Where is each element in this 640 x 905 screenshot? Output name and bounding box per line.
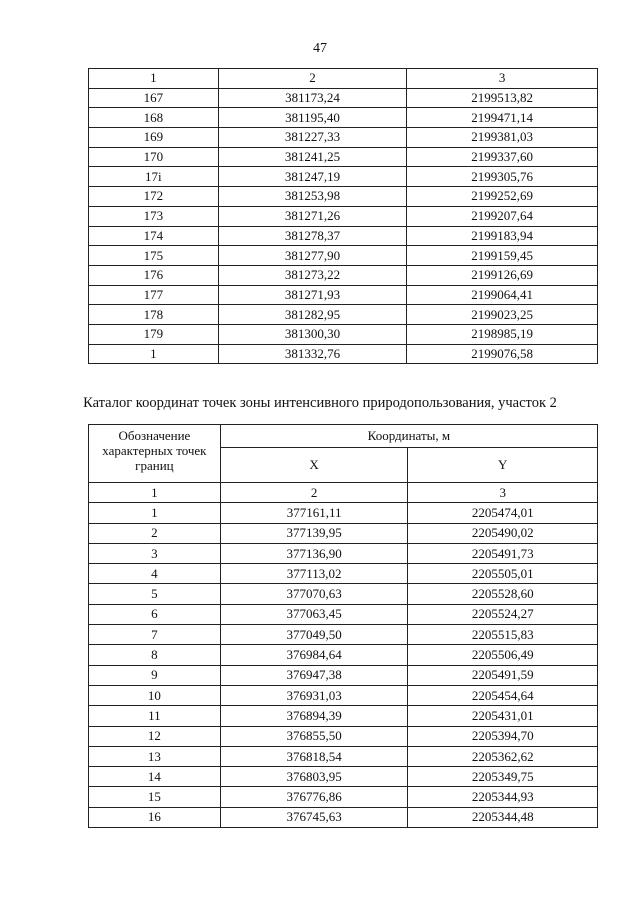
table1-col-number-3: 3 <box>407 69 598 89</box>
table-row <box>89 787 598 807</box>
point-id-cell: 179 <box>89 324 219 344</box>
table-row <box>89 625 598 645</box>
x-coordinate-cell: 381332,76 <box>218 344 407 364</box>
table-row <box>89 226 598 246</box>
x-coordinate-cell: 381195,40 <box>218 108 407 128</box>
y-coordinate-cell: 2199064,41 <box>407 285 598 305</box>
table-row <box>89 645 598 665</box>
table1-body <box>89 69 598 364</box>
y-coordinate-cell: 2205515,83 <box>408 625 598 645</box>
point-id-cell: 4 <box>89 564 221 584</box>
x-coordinate-cell: 376855,50 <box>220 726 408 746</box>
x-coordinate-cell: 381282,95 <box>218 305 407 325</box>
point-id-cell: 15 <box>89 787 221 807</box>
point-id-cell: 6 <box>89 604 221 624</box>
y-coordinate-cell: 2198985,19 <box>407 324 598 344</box>
point-id-cell: 170 <box>89 147 219 167</box>
y-coordinate-cell: 2199381,03 <box>407 128 598 148</box>
table-row <box>89 147 598 167</box>
x-coordinate-cell: 376776,86 <box>220 787 408 807</box>
table-row <box>89 285 598 305</box>
table-row <box>89 746 598 766</box>
y-coordinate-cell: 2205528,60 <box>408 584 598 604</box>
table-row <box>89 543 598 563</box>
y-coordinate-cell: 2199252,69 <box>407 187 598 207</box>
point-id-cell: 1 <box>89 503 221 523</box>
point-id-cell: 7 <box>89 625 221 645</box>
y-coordinate-cell: 2199023,25 <box>407 305 598 325</box>
y-coordinate-cell: 2199207,64 <box>407 206 598 226</box>
x-coordinate-cell: 381241,25 <box>218 147 407 167</box>
y-coordinate-cell: 2205349,75 <box>408 767 598 787</box>
x-coordinate-cell: 381271,26 <box>218 206 407 226</box>
table2-body <box>89 483 598 828</box>
y-coordinate-cell: 2199471,14 <box>407 108 598 128</box>
x-coordinate-cell: 376947,38 <box>220 665 408 685</box>
x-coordinate-cell: 376818,54 <box>220 746 408 766</box>
table-row <box>89 706 598 726</box>
x-coordinate-cell: 381227,33 <box>218 128 407 148</box>
table-row <box>89 726 598 746</box>
point-id-cell: 178 <box>89 305 219 325</box>
y-coordinate-cell: 2205490,02 <box>408 523 598 543</box>
x-coordinate-cell: 381247,19 <box>218 167 407 187</box>
table-row <box>89 665 598 685</box>
header-x: X <box>220 448 408 483</box>
x-coordinate-cell: 377161,11 <box>220 503 408 523</box>
x-coordinate-cell: 381300,30 <box>218 324 407 344</box>
table-row <box>89 685 598 705</box>
table-row <box>89 167 598 187</box>
point-id-cell: 2 <box>89 523 221 543</box>
y-coordinate-cell: 2205491,59 <box>408 665 598 685</box>
table-row <box>89 305 598 325</box>
table2-col-number-1: 1 <box>89 483 221 503</box>
table-row <box>89 128 598 148</box>
point-id-cell: 9 <box>89 665 221 685</box>
y-coordinate-cell: 2199159,45 <box>407 246 598 266</box>
table-row <box>89 206 598 226</box>
point-id-cell: 172 <box>89 187 219 207</box>
x-coordinate-cell: 377113,02 <box>220 564 408 584</box>
x-coordinate-cell: 381278,37 <box>218 226 407 246</box>
x-coordinate-cell: 376894,39 <box>220 706 408 726</box>
point-id-cell: 10 <box>89 685 221 705</box>
y-coordinate-cell: 2199076,58 <box>407 344 598 364</box>
table2-col-number-2: 2 <box>220 483 408 503</box>
table-row <box>89 108 598 128</box>
table-row <box>89 584 598 604</box>
point-id-cell: 3 <box>89 543 221 563</box>
y-coordinate-cell: 2205506,49 <box>408 645 598 665</box>
table-row <box>89 187 598 207</box>
table-row <box>89 503 598 523</box>
point-id-cell: 176 <box>89 265 219 285</box>
header-point-designation: Обозначение характерных точек границ <box>89 425 221 483</box>
x-coordinate-cell: 377139,95 <box>220 523 408 543</box>
y-coordinate-cell: 2205491,73 <box>408 543 598 563</box>
y-coordinate-cell: 2199513,82 <box>407 88 598 108</box>
point-id-cell: 14 <box>89 767 221 787</box>
x-coordinate-cell: 377136,90 <box>220 543 408 563</box>
y-coordinate-cell: 2205344,48 <box>408 807 598 827</box>
table2-col-number-3: 3 <box>408 483 598 503</box>
x-coordinate-cell: 377070,63 <box>220 584 408 604</box>
page-number: 47 <box>313 41 327 56</box>
point-id-cell: 167 <box>89 88 219 108</box>
y-coordinate-cell: 2205362,62 <box>408 746 598 766</box>
point-id-cell: 13 <box>89 746 221 766</box>
x-coordinate-cell: 376803,95 <box>220 767 408 787</box>
point-id-cell: 12 <box>89 726 221 746</box>
y-coordinate-cell: 2199305,76 <box>407 167 598 187</box>
x-coordinate-cell: 377049,50 <box>220 625 408 645</box>
table2-number-row <box>89 483 598 503</box>
y-coordinate-cell: 2205344,93 <box>408 787 598 807</box>
table1-col-number-1: 1 <box>89 69 219 89</box>
point-id-cell: 1 <box>89 344 219 364</box>
y-coordinate-cell: 2205505,01 <box>408 564 598 584</box>
point-id-cell: 177 <box>89 285 219 305</box>
coordinates-table-plot-2 <box>88 424 598 828</box>
y-coordinate-cell: 2205524,27 <box>408 604 598 624</box>
y-coordinate-cell: 2205394,70 <box>408 726 598 746</box>
table-row <box>89 344 598 364</box>
x-coordinate-cell: 381173,24 <box>218 88 407 108</box>
point-id-cell: 5 <box>89 584 221 604</box>
point-id-cell: 175 <box>89 246 219 266</box>
table-row <box>89 88 598 108</box>
x-coordinate-cell: 377063,45 <box>220 604 408 624</box>
table-row <box>89 523 598 543</box>
header-coordinates: Координаты, м <box>220 425 597 448</box>
table-row <box>89 767 598 787</box>
table-row <box>89 604 598 624</box>
x-coordinate-cell: 376745,63 <box>220 807 408 827</box>
point-id-cell: 174 <box>89 226 219 246</box>
table1-col-number-2: 2 <box>218 69 407 89</box>
y-coordinate-cell: 2199337,60 <box>407 147 598 167</box>
x-coordinate-cell: 376984,64 <box>220 645 408 665</box>
point-id-cell: 11 <box>89 706 221 726</box>
x-coordinate-cell: 381271,93 <box>218 285 407 305</box>
table-row <box>89 246 598 266</box>
point-id-cell: 169 <box>89 128 219 148</box>
coordinates-table-continued <box>88 68 598 364</box>
table-row <box>89 564 598 584</box>
table-row <box>89 324 598 344</box>
table-row <box>89 807 598 827</box>
point-id-cell: 173 <box>89 206 219 226</box>
point-id-cell: 17i <box>89 167 219 187</box>
table1-number-row <box>89 69 598 89</box>
y-coordinate-cell: 2205474,01 <box>408 503 598 523</box>
header-y: Y <box>408 448 598 483</box>
x-coordinate-cell: 381273,22 <box>218 265 407 285</box>
point-id-cell: 16 <box>89 807 221 827</box>
point-id-cell: 168 <box>89 108 219 128</box>
catalog-title: Каталог координат точек зоны интенсивного природопользования, участок 2 <box>83 395 557 411</box>
y-coordinate-cell: 2205431,01 <box>408 706 598 726</box>
x-coordinate-cell: 376931,03 <box>220 685 408 705</box>
y-coordinate-cell: 2205454,64 <box>408 685 598 705</box>
x-coordinate-cell: 381277,90 <box>218 246 407 266</box>
table-row <box>89 265 598 285</box>
y-coordinate-cell: 2199126,69 <box>407 265 598 285</box>
y-coordinate-cell: 2199183,94 <box>407 226 598 246</box>
x-coordinate-cell: 381253,98 <box>218 187 407 207</box>
point-id-cell: 8 <box>89 645 221 665</box>
